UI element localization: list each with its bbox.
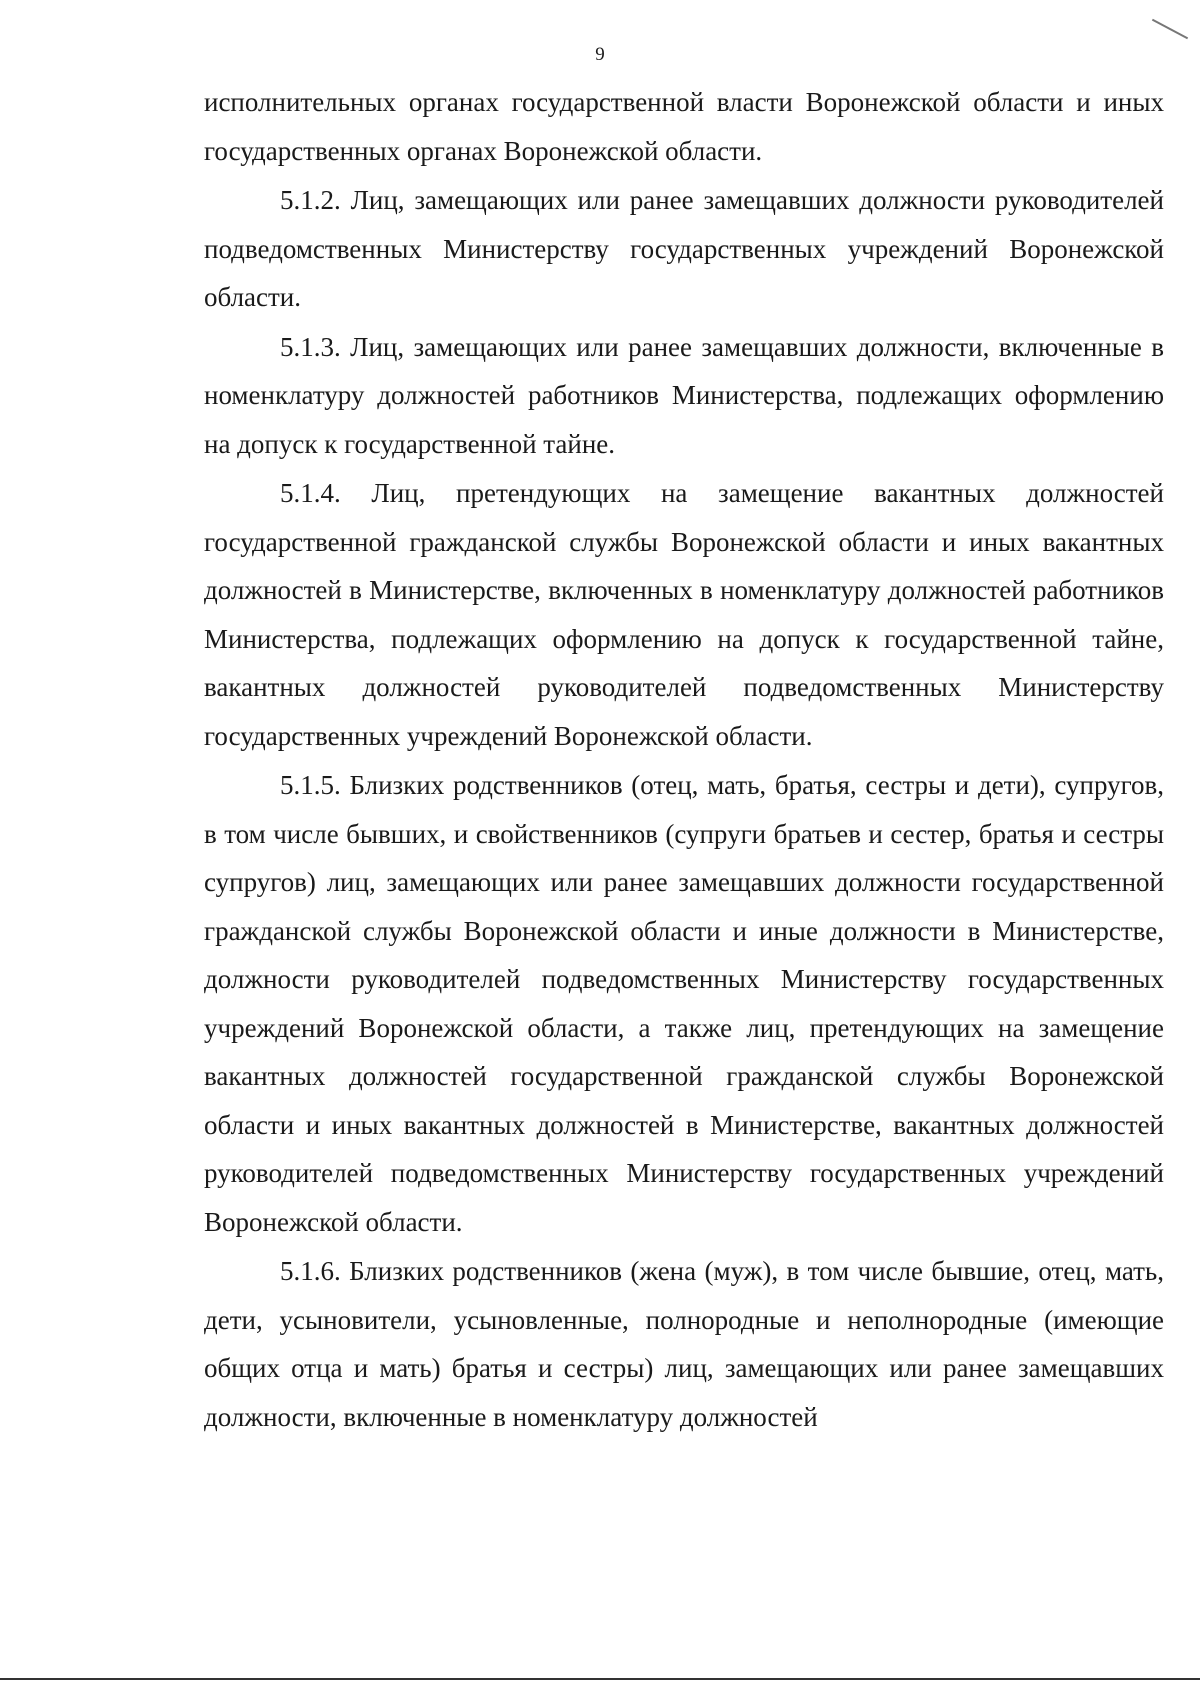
paragraph-5-1-2: 5.1.2. Лиц, замещающих или ранее замещавших должности руководителей подведомственных Министерству государственных учреждений Воронежской области. [204,185,1164,312]
paragraph-continuation: исполнительных органах государственной власти Воронежской области и иных государственных органах Воронежской области. [204,87,1164,166]
scan-artifact-mark [1152,19,1188,40]
document-body [204,78,1164,1442]
paragraph-5-1-5: 5.1.5. Близких родственников (отец, мать, братья, сестры и дети), супругов, в том числе бывших, и свойственников (супруги братьев и сестер, братья и сестры супругов) лиц, замещающих или ранее замещавших должности государственной гражданской службы Воронежской области и иные должности в Министерстве, должности руководителей подведомственных Министерству государственных учреждений Воронежской области, а также лиц, претендующих на замещение вакантных должностей государственной гражданской службы Воронежской области и иных вакантных должностей в Министерстве, вакантных должностей руководителей подведомственных Министерству государственных учреждений Воронежской области. [204,770,1164,1237]
page-bottom-edge [0,1678,1200,1680]
paragraph-5-1-6: 5.1.6. Близких родственников (жена (муж), в том числе бывшие, отец, мать, дети, усыновители, усыновленные, полнородные и неполнородные (имеющие общих отца и мать) братья и сестры) лиц, замещающих или ранее замещавших должности, включенные в номенклатуру должностей [204,1256,1164,1432]
paragraph-5-1-4: 5.1.4. Лиц, претендующих на замещение вакантных должностей государственной гражданской службы Воронежской области и иных вакантных должностей в Министерстве, включенных в номенклатуру должностей работников Министерства, подлежащих оформлению на допуск к государственной тайне, вакантных должностей руководителей подведомственных Министерству государственных учреждений Воронежской области. [204,478,1164,751]
paragraph-5-1-3: 5.1.3. Лиц, замещающих или ранее замещавших должности, включенные в номенклатуру должностей работников Министерства, подлежащих оформлению на допуск к государственной тайне. [204,331,1164,459]
page-number: 9 [595,44,605,65]
